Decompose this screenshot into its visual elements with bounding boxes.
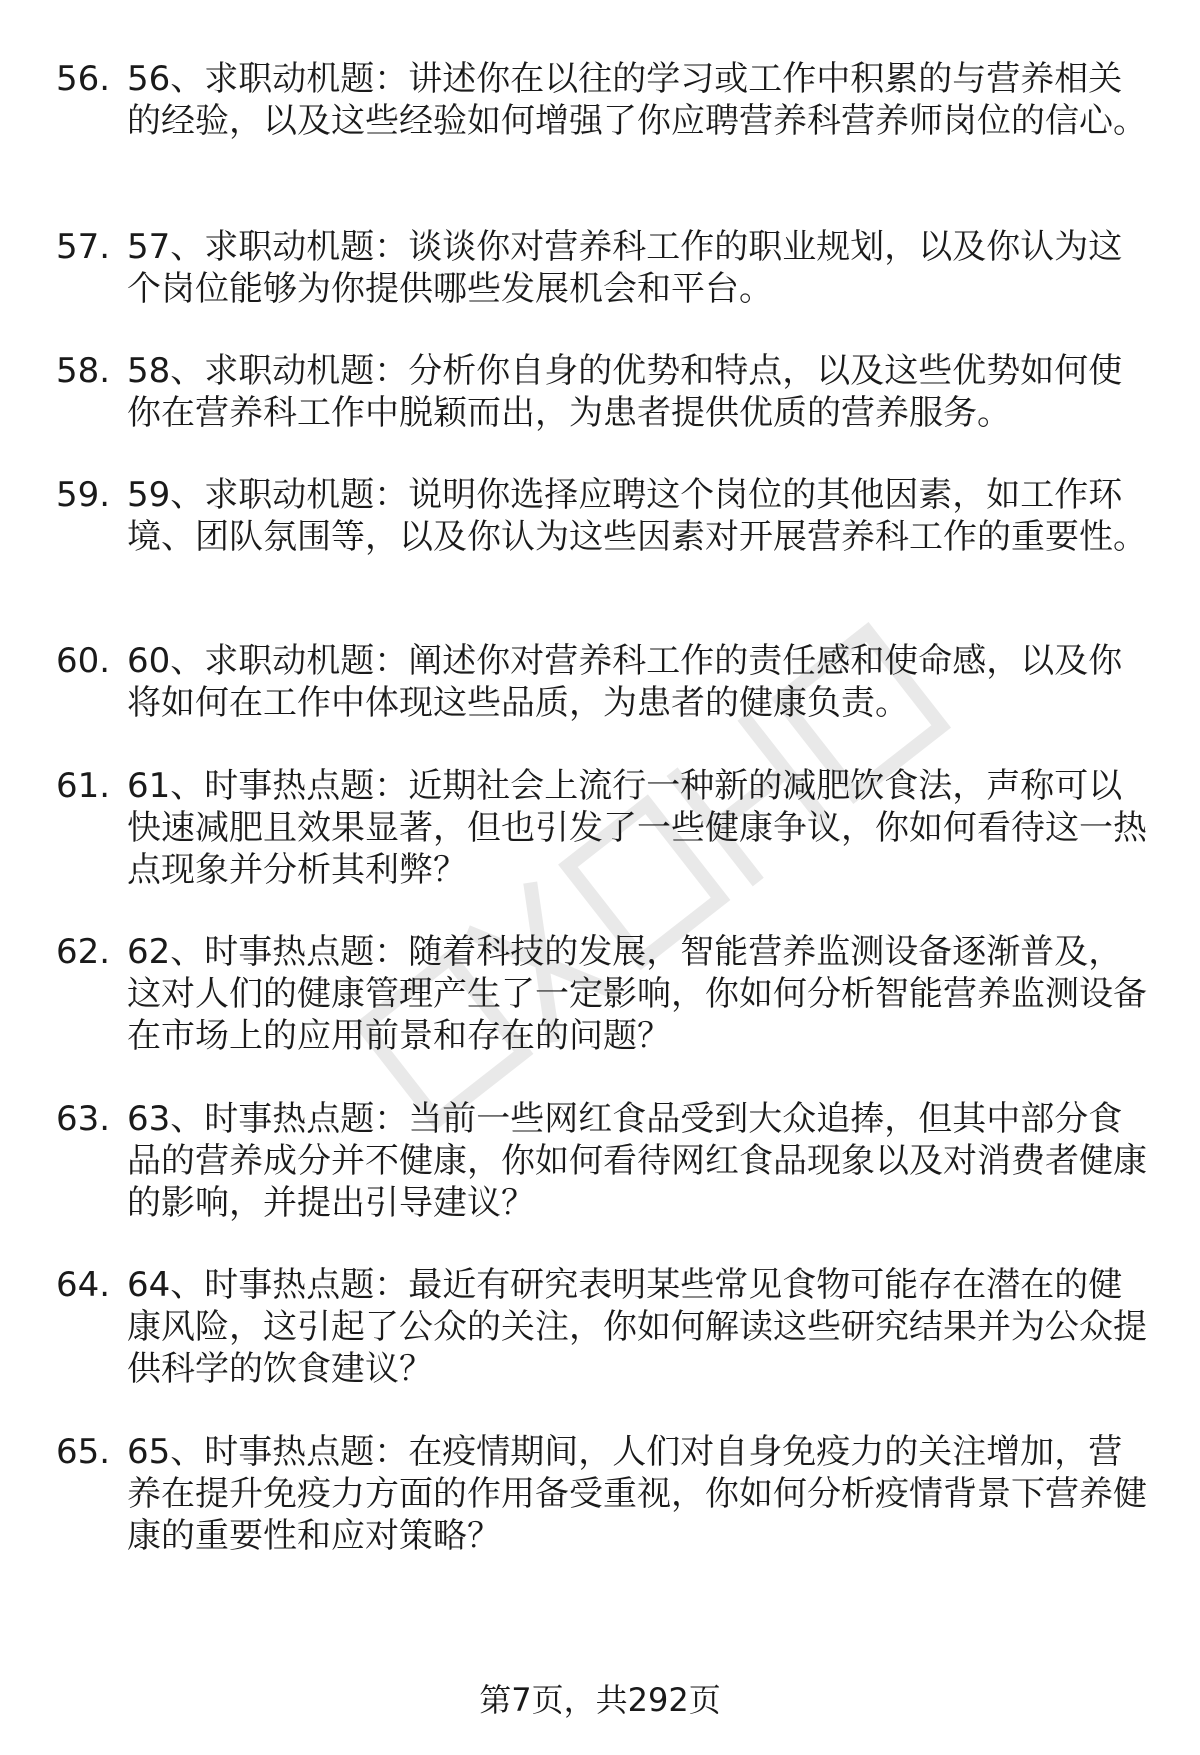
question-text: 62、时事热点题：随着科技的发展，智能营养监测设备逐渐普及，这对人们的健康管理产生了一定影响，你如何分析智能营养监测设备在市场上的应用前景和存在的问题？ bbox=[127, 932, 1147, 1056]
list-item bbox=[56, 765, 1156, 891]
question-text: 59、求职动机题：说明你选择应聘这个岗位的其他因素，如工作环境、团队氛围等，以及你认为这些因素对开展营养科工作的重要性。 bbox=[127, 475, 1147, 557]
list-item bbox=[56, 1098, 1156, 1224]
question-text: 65、时事热点题：在疫情期间，人们对自身免疫力的关注增加，营养在提升免疫力方面的作用备受重视，你如何分析疫情背景下营养健康的重要性和应对策略？ bbox=[127, 1432, 1147, 1556]
item-number: 60. bbox=[56, 641, 111, 681]
list-item bbox=[56, 226, 1156, 310]
question-text: 64、时事热点题：最近有研究表明某些常见食物可能存在潜在的健康风险，这引起了公众的关注，你如何解读这些研究结果并为公众提供科学的饮食建议？ bbox=[127, 1265, 1147, 1389]
question-text: 57、求职动机题：谈谈你对营养科工作的职业规划，以及你认为这个岗位能够为你提供哪些发展机会和平台。 bbox=[127, 227, 1123, 309]
list-item bbox=[56, 1431, 1156, 1557]
item-number: 61. bbox=[56, 766, 111, 806]
list-item bbox=[56, 58, 1156, 142]
item-number: 56. bbox=[56, 59, 111, 99]
item-number: 62. bbox=[56, 932, 111, 972]
item-number: 58. bbox=[56, 351, 111, 391]
question-text: 60、求职动机题：阐述你对营养科工作的责任感和使命感，以及你将如何在工作中体现这些品质，为患者的健康负责。 bbox=[127, 641, 1123, 723]
list-item bbox=[56, 474, 1156, 558]
question-text: 61、时事热点题：近期社会上流行一种新的减肥饮食法，声称可以快速减肥且效果显著，但也引发了一些健康争议，你如何看待这一热点现象并分析其利弊？ bbox=[127, 766, 1147, 890]
item-number: 65. bbox=[56, 1432, 111, 1472]
page-number: 第7页，共292页 bbox=[479, 1681, 721, 1719]
item-number: 57. bbox=[56, 227, 111, 267]
list-item bbox=[56, 350, 1156, 434]
question-text: 56、求职动机题：讲述你在以往的学习或工作中积累的与营养相关的经验，以及这些经验如何增强了你应聘营养科营养师岗位的信心。 bbox=[127, 59, 1147, 141]
item-number: 64. bbox=[56, 1265, 111, 1305]
question-text: 63、时事热点题：当前一些网红食品受到大众追捧，但其中部分食品的营养成分并不健康，你如何看待网红食品现象以及对消费者健康的影响，并提出引导建议？ bbox=[127, 1099, 1147, 1223]
list-item bbox=[56, 931, 1156, 1057]
question-text: 58、求职动机题：分析你自身的优势和特点，以及这些优势如何使你在营养科工作中脱颖而出，为患者提供优质的营养服务。 bbox=[127, 351, 1123, 433]
list-item bbox=[56, 1264, 1156, 1390]
list-item bbox=[56, 640, 1156, 724]
item-number: 59. bbox=[56, 475, 111, 515]
item-number: 63. bbox=[56, 1099, 111, 1139]
